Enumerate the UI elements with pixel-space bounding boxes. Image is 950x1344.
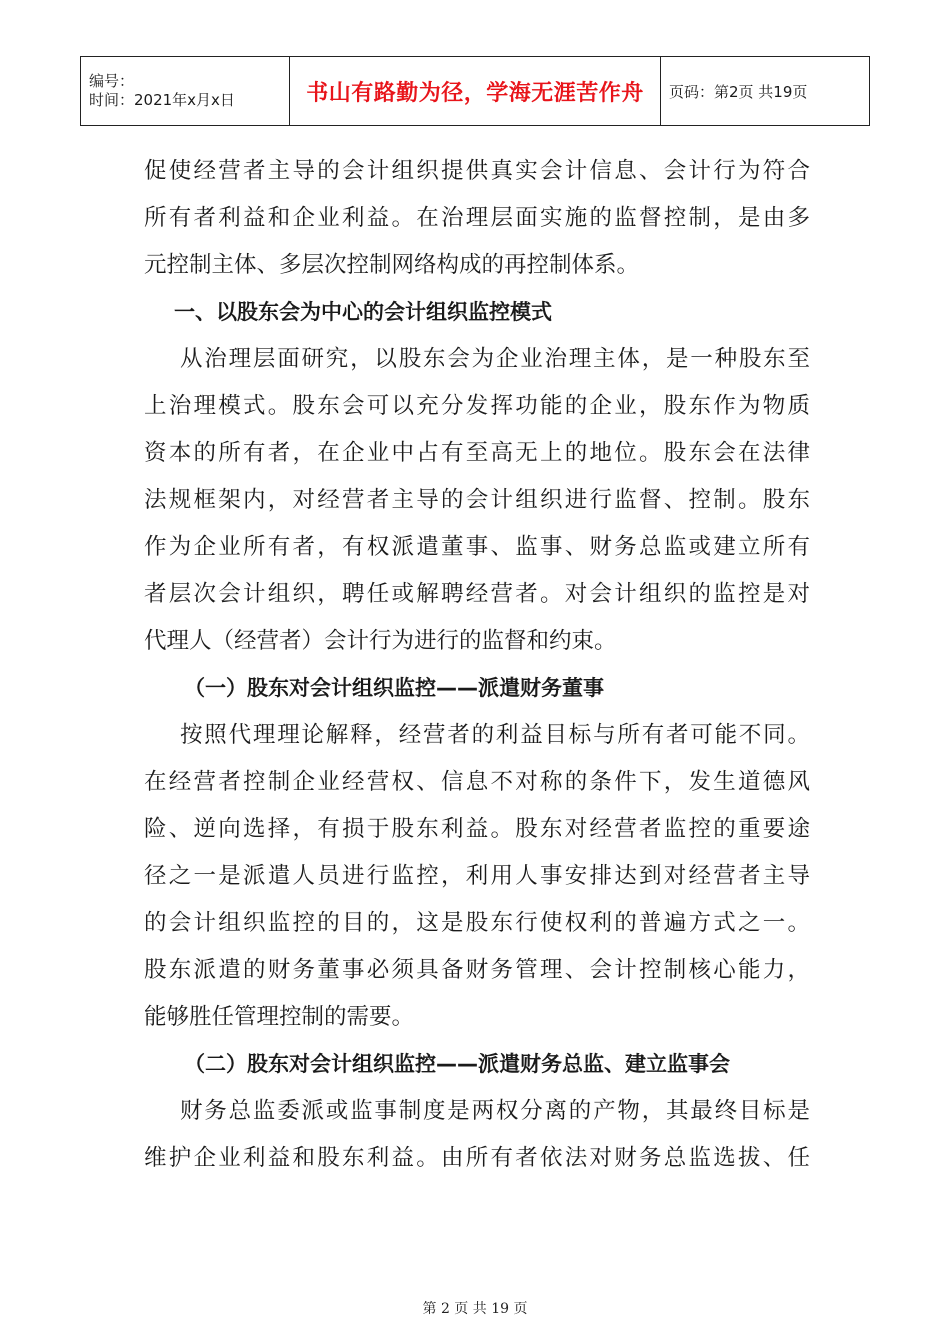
paragraph-line: 的会计组织监控的目的，这是股东行使权利的普遍方式之一。 xyxy=(144,910,810,936)
paragraph-line: 代理人（经营者）会计行为进行的监督和约束。 xyxy=(144,628,617,654)
subsection-heading-2: （二）股东对会计组织监控——派遣财务总监、建立监事会 xyxy=(184,1052,730,1076)
paragraph-line: 从治理层面研究，以股东会为企业治理主体，是一种股东至 xyxy=(180,346,810,372)
body-line: 元控制主体、多层次控制网络构成的再控制体系。 xyxy=(144,252,640,278)
section-heading-1: 一、以股东会为中心的会计组织监控模式 xyxy=(174,300,552,324)
paragraph-line: 者层次会计组织，聘任或解聘经营者。对会计组织的监控是对 xyxy=(144,581,810,607)
page-footer: 第 2 页 共 19 页 xyxy=(422,1301,528,1317)
time-label: 时间：2021年x月x日 xyxy=(89,91,235,109)
paragraph-line: 险、逆向选择，有损于股东利益。股东对经营者监控的重要途 xyxy=(144,816,810,842)
paragraph-line: 维护企业利益和股东利益。由所有者依法对财务总监选拔、任 xyxy=(144,1145,810,1171)
body-line: 所有者利益和企业利益。在治理层面实施的监督控制，是由多 xyxy=(144,205,810,231)
header-table xyxy=(80,56,870,126)
header-meta xyxy=(81,57,290,126)
header-motto: 书山有路勤为径，学海无涯苦作舟 xyxy=(290,57,661,126)
paragraph-line: 股东派遣的财务董事必须具备财务管理、会计控制核心能力， xyxy=(144,957,810,983)
document-body xyxy=(144,148,810,1182)
paragraph-line: 法规框架内，对经营者主导的会计组织进行监督、控制。股东 xyxy=(144,487,810,513)
paragraph-line: 按照代理理论解释，经营者的利益目标与所有者可能不同。 xyxy=(180,722,810,748)
body-line: 促使经营者主导的会计组织提供真实会计信息、会计行为符合 xyxy=(144,158,810,184)
paragraph-line: 在经营者控制企业经营权、信息不对称的条件下，发生道德风 xyxy=(144,769,810,795)
paragraph-line: 作为企业所有者，有权派遣董事、监事、财务总监或建立所有 xyxy=(144,534,810,560)
number-label: 编号： xyxy=(89,72,135,90)
paragraph-line: 能够胜任管理控制的需要。 xyxy=(144,1004,415,1030)
header-page-info: 页码：第2页 共19页 xyxy=(661,57,870,126)
paragraph-line: 径之一是派遣人员进行监控，利用人事安排达到对经营者主导 xyxy=(144,863,810,889)
paragraph-line: 财务总监委派或监事制度是两权分离的产物，其最终目标是 xyxy=(180,1098,810,1124)
subsection-heading-1: （一）股东对会计组织监控——派遣财务董事 xyxy=(184,676,604,700)
paragraph-line: 上治理模式。股东会可以充分发挥功能的企业，股东作为物质 xyxy=(144,393,810,419)
paragraph-line: 资本的所有者，在企业中占有至高无上的地位。股东会在法律 xyxy=(144,440,810,466)
